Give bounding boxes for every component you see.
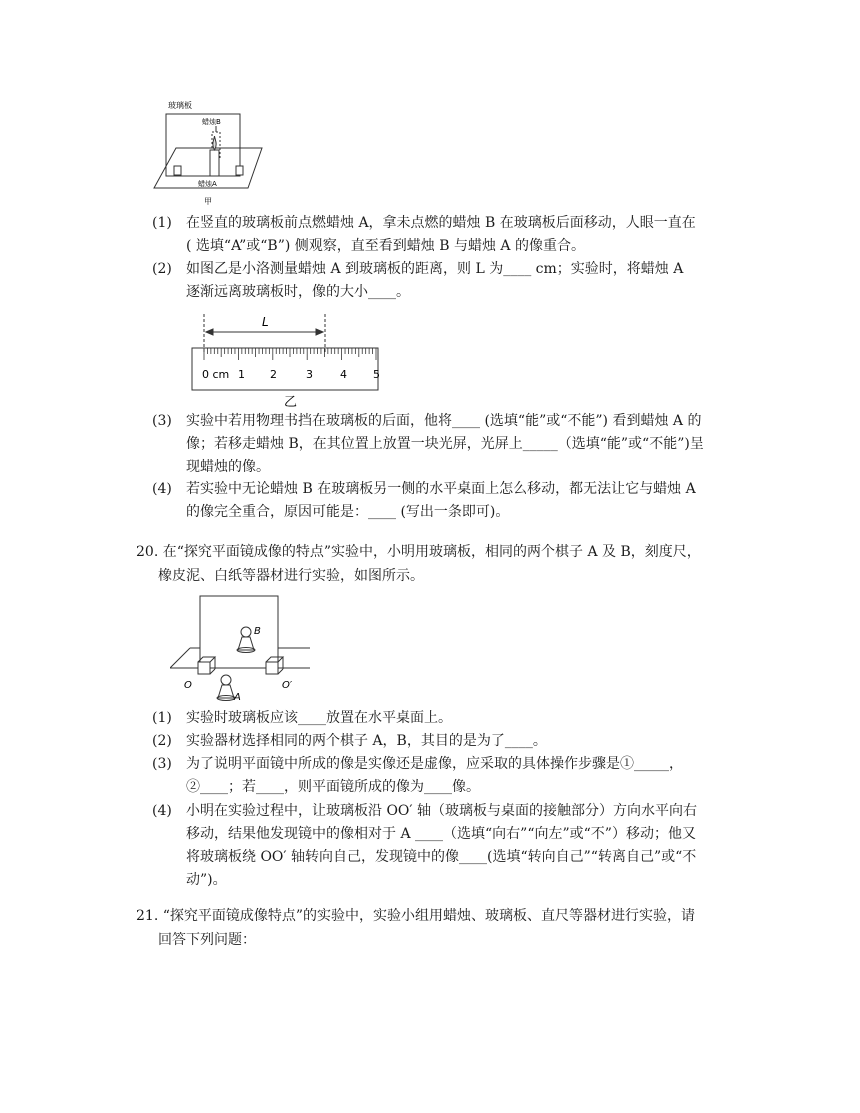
figure-q20	[170, 592, 310, 702]
item-text-line: 实验器材选择相同的两个棋子 A，B，其目的是为了____。	[186, 733, 547, 749]
item-number: (4)	[152, 481, 172, 497]
item-text-line: 在竖直的玻璃板前点燃蜡烛 A，拿未点燃的蜡烛 B 在玻璃板后面移动，人眼一直在	[186, 215, 696, 231]
item-number: (3)	[152, 756, 172, 772]
item-text-line: 现蜡烛的像。	[186, 459, 270, 475]
question-text-line: 21. “探究平面镜成像特点”的实验中，实验小组用蜡烛、玻璃板、直尺等器材进行实验，请	[136, 908, 696, 924]
item-text-line: ( 选填“A”或“B”) 侧观察，直至看到蜡烛 B 与蜡烛 A 的像重合。	[186, 238, 585, 254]
item-text-line: 实验中若用物理书挡在玻璃板的后面，他将____ (选填“能”或“不能”) 看到蜡烛 A 的	[186, 413, 702, 429]
item-text-line: 的像完全重合，原因可能是：____ (写出一条即可)。	[186, 504, 510, 520]
item-text-line: 动”)。	[186, 872, 227, 888]
question-20	[136, 540, 742, 588]
item-text-line: 移动，结果他发现镜中的像相对于 A ____（选填“向右”“向左”或“不”）移动；他又	[186, 826, 696, 842]
item-text-line: 实验时玻璃板应该____放置在水平桌面上。	[186, 710, 452, 726]
figure-yi-ruler	[190, 312, 390, 410]
item-number: (4)	[152, 803, 172, 819]
label-l: L	[262, 315, 269, 329]
candle-a-shape	[210, 150, 219, 176]
label-b: B	[254, 626, 261, 637]
item-number: (2)	[152, 261, 172, 277]
tick-label-1: 1	[238, 368, 245, 381]
item-text-line: 小明在实验过程中，让玻璃板沿 OO′ 轴（玻璃板与桌面的接触部分）方向水平向右	[186, 803, 698, 819]
item-number: (3)	[152, 413, 172, 429]
label-glass-plate: 玻璃板	[168, 101, 192, 110]
label-a: A	[234, 692, 241, 702]
figure-q20-drawing	[170, 592, 310, 702]
item-text-line: 像；若移走蜡烛 B，在其位置上放置一块光屏，光屏上_____（选填“能”或“不能”)呈	[186, 436, 704, 452]
label-candle-a: 蜡烛A	[198, 180, 217, 188]
figure-jia-drawing	[150, 96, 270, 212]
label-o: O	[184, 680, 192, 691]
item-text-line: ②____；若____，则平面镜所成的像为____像。	[186, 779, 480, 795]
tick-label-5: 5	[373, 368, 380, 381]
item-text-line: 将玻璃板绕 OO′ 轴转向自己，发现镜中的像____(选填“转向自己”“转离自己”或“不	[186, 849, 697, 865]
label-o-prime: O′	[282, 680, 293, 691]
question-text-line: 回答下列问题：	[158, 932, 256, 948]
flame-shape	[213, 136, 216, 150]
question-text-line: 橡皮泥、白纸等器材进行实验，如图所示。	[158, 568, 424, 584]
item-number: (1)	[152, 215, 172, 231]
item-text-line: 为了说明平面镜中所成的像是实像还是虚像，应采取的具体操作步骤是①_____，	[186, 756, 683, 772]
tick-label-2: 2	[270, 368, 277, 381]
item-number: (2)	[152, 733, 172, 749]
item-number: (1)	[152, 710, 172, 726]
ruler-ticks	[204, 348, 376, 360]
table-edge-left	[170, 648, 190, 668]
tick-label-4: 4	[340, 368, 347, 381]
tick-label-0: 0 cm	[202, 368, 230, 381]
chess-a-head	[221, 675, 231, 685]
item-text-line: 如图乙是小洛测量蜡烛 A 到玻璃板的距离，则 L 为____ cm；实验时，将蜡烛 A	[186, 261, 684, 277]
ruler-drawing	[190, 312, 390, 410]
item-text-line: 若实验中无论蜡烛 B 在玻璃板另一侧的水平桌面上怎么移动，都无法让它与蜡烛 A	[186, 481, 696, 497]
caption-yi: 乙	[284, 395, 298, 410]
label-candle-b: 蜡烛B	[202, 118, 221, 126]
tick-label-3: 3	[306, 368, 313, 381]
question-21	[136, 904, 742, 952]
caption-jia: 甲	[204, 197, 212, 206]
figure-jia	[150, 96, 270, 212]
item-text-line: 逐渐远离玻璃板时，像的大小____。	[186, 284, 410, 300]
chess-b-head	[241, 627, 251, 637]
question-text-line: 20. 在“探究平面镜成像的特点”实验中，小明用玻璃板，相同的两个棋子 A 及 B，刻度尺，	[136, 544, 701, 560]
